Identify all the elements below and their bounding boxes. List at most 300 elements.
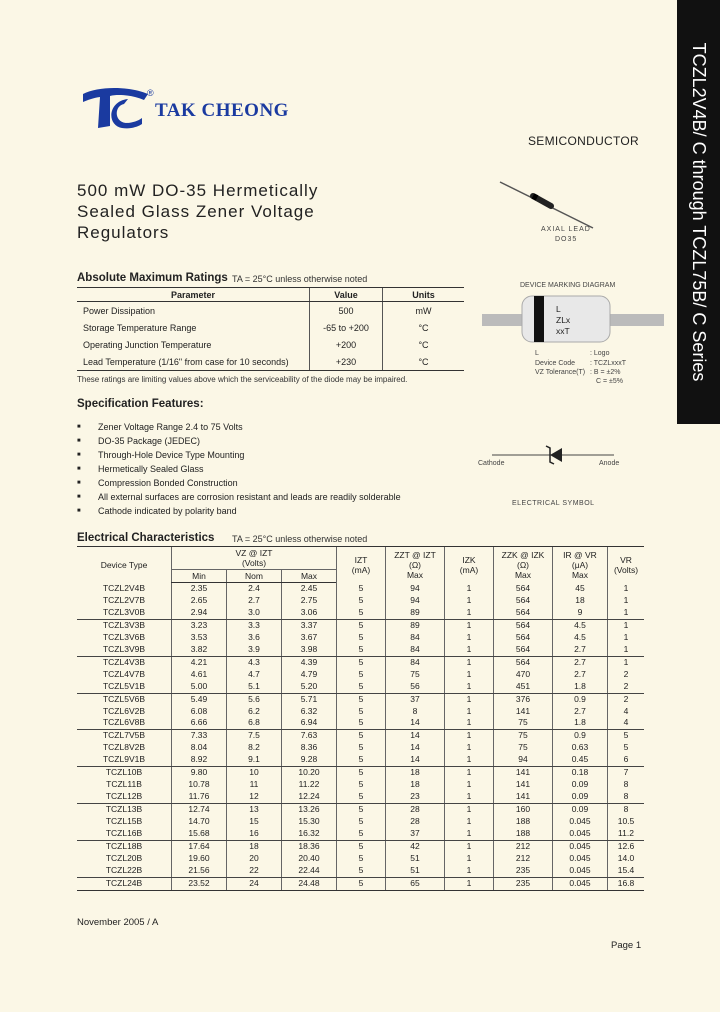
ec-cell: 0.09 (553, 791, 608, 803)
table-row (77, 595, 644, 607)
ec-cell: 11.22 (282, 779, 337, 791)
ec-cell: 11.76 (172, 791, 227, 803)
ec-cell: 16 (227, 828, 282, 840)
ec-cell: 188 (494, 828, 553, 840)
symbol-caption: ELECTRICAL SYMBOL (512, 500, 595, 507)
ec-cell: 7.5 (227, 730, 282, 742)
list-item: ■ Zener Voltage Range 2.4 to 75 Volts (77, 420, 401, 434)
ec-header-min: Min (172, 570, 227, 583)
table-row (77, 619, 644, 631)
ec-cell: 1 (445, 877, 494, 890)
table-row (77, 669, 644, 681)
ec-cell: 3.9 (227, 644, 282, 656)
ec-cell: 10.5 (608, 816, 645, 828)
list-item: ■ Hermetically Sealed Glass (77, 462, 401, 476)
ec-cell: 2.7 (553, 706, 608, 718)
axial-diode-image (495, 180, 600, 230)
ec-cell: 0.045 (553, 865, 608, 877)
ec-cell: 3.6 (227, 632, 282, 644)
spec-list (77, 420, 401, 518)
legend-code-label: Device Code (535, 360, 576, 367)
package-type-line2: DO35 (555, 236, 578, 243)
ec-cell: 3.3 (227, 619, 282, 631)
ec-cell: 6.2 (227, 706, 282, 718)
ec-cell: 10.20 (282, 767, 337, 779)
ec-cell: 21.56 (172, 865, 227, 877)
ec-cell: 1 (608, 632, 645, 644)
ec-cell: 8 (386, 706, 445, 718)
ec-cell: TCZL24B (77, 877, 172, 890)
ec-header-izt (337, 547, 386, 583)
ec-cell: 6.08 (172, 706, 227, 718)
ec-cell: TCZL10B (105, 767, 143, 778)
ec-cell: 5 (337, 791, 386, 803)
registered-mark: ® (147, 88, 154, 98)
ec-cell: TCZL13B (105, 804, 143, 815)
brand-name: TAK CHEONG (155, 100, 289, 121)
ec-cell: 65 (386, 877, 445, 890)
ec-cell: 11 (227, 779, 282, 791)
ec-cell: 5 (337, 656, 386, 668)
ec-cell: 75 (386, 669, 445, 681)
ec-cell: 0.45 (553, 754, 608, 766)
ec-cell: 564 (494, 644, 553, 656)
ec-cell: 5 (337, 693, 386, 705)
ec-cell: 1 (608, 656, 645, 668)
ec-cell: 18 (227, 841, 282, 853)
amr-cell: °C (383, 353, 465, 371)
amr-header-parameter: Parameter (77, 288, 310, 302)
marking-diagram (482, 294, 664, 344)
ec-cell: 1 (608, 607, 645, 619)
table-row (77, 607, 644, 619)
ec-cell: 1 (445, 754, 494, 766)
ec-cell: 28 (386, 804, 445, 816)
ec-header-zzk-unit: (Ω) (516, 559, 529, 570)
ec-cell: 18 (553, 595, 608, 607)
ec-table (77, 546, 644, 891)
ec-cell: 141 (494, 779, 553, 791)
ec-cell: 5 (337, 669, 386, 681)
ec-cell: 141 (494, 767, 553, 779)
ec-header-ir-label: IR @ VR (563, 549, 597, 560)
ec-cell: 5 (337, 865, 386, 877)
ec-cell: 1 (445, 828, 494, 840)
ec-cell: 2.94 (172, 607, 227, 619)
ec-cell: 5 (337, 730, 386, 742)
ec-cell: 4.61 (172, 669, 227, 681)
ec-header-device: Device Type (77, 547, 172, 583)
ec-cell: 451 (494, 681, 553, 693)
title-line-2: Sealed Glass Zener Voltage (77, 202, 315, 221)
ec-cell: 6 (608, 754, 645, 766)
ec-cell: 1 (445, 742, 494, 754)
ec-header-ir-max: Max (571, 569, 589, 580)
table-row (77, 706, 644, 718)
ec-cell: 84 (386, 644, 445, 656)
tak-cheong-logo (80, 88, 155, 130)
ec-cell: 10.78 (172, 779, 227, 791)
ec-cell: 23.52 (172, 877, 227, 890)
amr-cell: Operating Junction Temperature (83, 339, 212, 350)
ec-cell: TCZL4V3B (102, 656, 146, 667)
ec-cell: 84 (386, 656, 445, 668)
table-row (77, 730, 644, 742)
ec-cell: 3.23 (172, 619, 227, 631)
ec-header-zzt-max: Max (406, 569, 424, 580)
ec-cell: 0.045 (553, 816, 608, 828)
ec-cell: 7.63 (282, 730, 337, 742)
amr-cell: Storage Temperature Range (83, 322, 197, 333)
ec-cell: 564 (494, 595, 553, 607)
ec-cell: TCZL11B (106, 779, 142, 790)
ec-header-nom: Nom (227, 570, 282, 583)
table-row (77, 877, 644, 890)
ec-cell: 22.44 (282, 865, 337, 877)
ec-cell: 13.26 (282, 804, 337, 816)
ec-header-izt-unit: (mA) (351, 564, 371, 575)
ec-cell: 5 (337, 717, 386, 729)
table-row (77, 754, 644, 766)
ec-cell: 5 (337, 853, 386, 865)
ec-cell: 1 (445, 767, 494, 779)
amr-cell: 500 (310, 302, 383, 320)
ec-cell: 8.92 (172, 754, 227, 766)
ec-cell: TCZL18B (105, 841, 143, 852)
ec-cell: TCZL5V1B (77, 681, 172, 693)
ec-cell: 14 (386, 754, 445, 766)
ec-cell: 6.32 (282, 706, 337, 718)
ec-cell: 51 (386, 853, 445, 865)
ec-cell: 1 (445, 853, 494, 865)
ec-cell: 0.63 (553, 742, 608, 754)
amr-cell: -65 to +200 (310, 319, 383, 336)
ec-cell: 2.65 (172, 595, 227, 607)
ec-cell: 5 (337, 841, 386, 853)
ec-cell: 5.20 (282, 681, 337, 693)
ec-cell: 12 (227, 791, 282, 803)
ec-cell: 5 (337, 632, 386, 644)
ec-cell: TCZL20B (105, 852, 143, 863)
ec-cell: 5 (337, 595, 386, 607)
marking-line-3: xxT (556, 326, 570, 336)
table-row (77, 681, 644, 693)
ec-header-max: Max (282, 570, 337, 583)
semiconductor-label: SEMICONDUCTOR (528, 134, 640, 148)
table-row (77, 656, 644, 668)
ec-cell: 20.40 (282, 853, 337, 865)
ec-cell: 8 (608, 804, 645, 816)
ec-cell: 4 (608, 706, 645, 718)
ec-cell: 564 (494, 656, 553, 668)
ec-cell: 2.75 (282, 595, 337, 607)
ec-cell: TCZL3V6B (102, 631, 146, 642)
ec-cell: 11.2 (608, 828, 645, 840)
table-row (77, 644, 644, 656)
ec-header-zzt (386, 547, 445, 583)
legend-tol-c: C = ±5% (596, 378, 623, 385)
ec-cell: 212 (494, 853, 553, 865)
ec-cell: 141 (494, 706, 553, 718)
ec-cell: 84 (386, 632, 445, 644)
ec-cell: 56 (386, 681, 445, 693)
ec-cell: 1 (445, 693, 494, 705)
ec-cell: 15.30 (282, 816, 337, 828)
ec-cell: 3.37 (282, 619, 337, 631)
ec-cell: 1 (608, 619, 645, 631)
list-item: ■ Cathode indicated by polarity band (77, 504, 401, 518)
marking-text (556, 304, 570, 337)
list-item: ■ Through-Hole Device Type Mounting (77, 448, 401, 462)
ec-header-zzt-unit: (Ω) (408, 559, 421, 570)
spec-title: Specification Features: (77, 398, 204, 410)
ec-cell: 1 (445, 619, 494, 631)
ec-cell: 2.7 (553, 656, 608, 668)
ec-cell: 0.045 (553, 828, 608, 840)
ec-header-vr (608, 547, 645, 583)
amr-cell: °C (383, 319, 465, 336)
ec-cell: 9.1 (227, 754, 282, 766)
ec-cell: TCZL7V5B (102, 730, 146, 741)
ec-cell: 14.70 (172, 816, 227, 828)
ec-cell: 564 (494, 583, 553, 595)
ec-cell: TCZL15B (105, 816, 143, 827)
ec-cell: 7 (608, 767, 645, 779)
ec-cell: TCZL2V4B (102, 582, 146, 593)
ec-cell: 7.33 (172, 730, 227, 742)
ec-cell: 17.64 (172, 841, 227, 853)
ec-cell: 564 (494, 607, 553, 619)
ec-cell: 5 (337, 681, 386, 693)
document-title (77, 180, 318, 243)
ec-cell: 4 (608, 717, 645, 729)
ec-cell: 9.28 (282, 754, 337, 766)
marking-heading: DEVICE MARKING DIAGRAM (520, 282, 616, 289)
ec-cell: 1 (445, 583, 494, 595)
ec-cell: 18 (386, 767, 445, 779)
ec-cell: 8.2 (227, 742, 282, 754)
ec-cell: 5 (337, 619, 386, 631)
ec-cell: 4.21 (172, 656, 227, 668)
ec-header-zzt-label: ZZT @ IZT (394, 549, 436, 560)
ec-cell: 0.18 (553, 767, 608, 779)
ec-cell: 3.06 (282, 607, 337, 619)
ec-cell: 0.09 (553, 779, 608, 791)
ec-cell: 14 (386, 730, 445, 742)
list-item: ■ All external surfaces are corrosion resistant and leads are readily solderable (77, 490, 401, 504)
ec-cell: 5 (337, 816, 386, 828)
ec-cell: TCZL2V7B (102, 594, 146, 605)
ec-cell: 37 (386, 828, 445, 840)
table-row (77, 336, 464, 353)
ec-cell: 470 (494, 669, 553, 681)
ec-cell: 2 (608, 693, 645, 705)
list-item: ■ Compression Bonded Construction (77, 476, 401, 490)
ec-cell: 1 (445, 656, 494, 668)
ec-header-vz-label: VZ @ IZT (235, 548, 273, 558)
ec-cell: 5 (337, 767, 386, 779)
ec-cell: 5.00 (172, 681, 227, 693)
ec-cell: TCZL16B (77, 828, 172, 840)
ec-cell: 1 (445, 595, 494, 607)
ec-cell: TCZL12B (77, 791, 172, 803)
ec-cell: 37 (386, 693, 445, 705)
amr-table (77, 287, 464, 371)
ec-cell: TCZL8V2B (102, 742, 146, 753)
ec-cell: 12.24 (282, 791, 337, 803)
anode-label: Anode (599, 460, 620, 467)
ec-header-vz (172, 547, 337, 570)
ec-cell: 89 (386, 607, 445, 619)
revision-date: November 2005 / A (77, 917, 159, 928)
ec-cell: 1 (445, 706, 494, 718)
table-row (77, 779, 644, 791)
legend-tol-label: VZ Tolerance(T) (535, 369, 586, 376)
ec-cell: 0.045 (553, 841, 608, 853)
table-row (77, 865, 644, 877)
ec-cell: TCZL9V1B (77, 754, 172, 766)
ec-cell: 14 (386, 717, 445, 729)
ec-cell: 1.8 (553, 681, 608, 693)
ec-cell: 0.09 (553, 804, 608, 816)
ec-header-izk-unit: (mA) (459, 564, 479, 575)
ec-cell: 564 (494, 619, 553, 631)
ec-cell: 14.0 (608, 853, 645, 865)
table-row (77, 767, 644, 779)
ec-cell: 94 (386, 595, 445, 607)
ec-cell: TCZL3V3B (102, 619, 146, 630)
amr-title: Absolute Maximum Ratings (77, 272, 228, 284)
ec-cell: 8 (608, 779, 645, 791)
ec-cell: TCZL3V0B (77, 607, 172, 619)
ec-cell: 23 (386, 791, 445, 803)
ec-cell: 9.80 (172, 767, 227, 779)
amr-cell: Power Dissipation (83, 305, 156, 316)
ec-cell: 4.5 (553, 619, 608, 631)
amr-header-value: Value (310, 288, 383, 302)
amr-cell: Lead Temperature (1/16" from case for 10 seconds) (77, 353, 310, 371)
ec-cell: 5.49 (172, 693, 227, 705)
ec-cell: 5 (337, 754, 386, 766)
ec-cell: 5 (337, 804, 386, 816)
package-type-line1: AXIAL LEAD (541, 226, 591, 233)
ec-cell: 5.6 (227, 693, 282, 705)
ec-cell: 1 (445, 730, 494, 742)
ec-cell: 24 (227, 877, 282, 890)
ec-cell: 22 (227, 865, 282, 877)
table-row (77, 693, 644, 705)
ec-cell: 19.60 (172, 853, 227, 865)
legend-tol-b: : B = ±2% (590, 369, 621, 376)
table-row (77, 816, 644, 828)
ec-cell: TCZL5V6B (102, 693, 146, 704)
table-row (77, 632, 644, 644)
title-line-1: 500 mW DO-35 Hermetically (77, 181, 319, 200)
ec-cell: 0.045 (553, 877, 608, 890)
ec-cell: 12.74 (172, 804, 227, 816)
ec-cell: 5 (337, 779, 386, 791)
ec-cell: 1 (608, 583, 645, 595)
ec-cell: 5.1 (227, 681, 282, 693)
ec-cell: 2.35 (172, 583, 227, 595)
amr-cell: °C (383, 336, 465, 353)
page-number: Page 1 (611, 940, 642, 951)
ec-cell: 1 (445, 791, 494, 803)
ec-cell: 376 (494, 693, 553, 705)
ec-cell: 2 (608, 681, 645, 693)
ec-cell: 3.82 (172, 644, 227, 656)
ec-cell: 75 (494, 742, 553, 754)
ec-cell: 94 (386, 583, 445, 595)
marking-line-2: ZLx (556, 315, 571, 325)
ec-cell: 28 (386, 816, 445, 828)
ec-cell: 10 (227, 767, 282, 779)
legend-l: L (535, 350, 539, 357)
ec-cell: 12.6 (608, 841, 645, 853)
ec-cell: 2.4 (227, 583, 282, 595)
marking-line-1: L (556, 304, 561, 314)
ec-cell: 15 (227, 816, 282, 828)
ec-cell: 1 (445, 607, 494, 619)
ec-cell: 45 (553, 583, 608, 595)
ec-cell: 6.94 (282, 717, 337, 729)
ec-header-zzk (494, 547, 553, 583)
ec-cell: 1 (608, 644, 645, 656)
ec-cell: 188 (494, 816, 553, 828)
ec-cell: 3.0 (227, 607, 282, 619)
ec-title: Electrical Characteristics (77, 532, 215, 544)
ec-cell: 5.71 (282, 693, 337, 705)
ec-cell: 0.9 (553, 730, 608, 742)
amr-cell: +200 (310, 336, 383, 353)
ec-cell: 141 (494, 791, 553, 803)
ec-cell: 5 (608, 730, 645, 742)
ec-cell: 160 (494, 804, 553, 816)
amr-header-units: Units (383, 288, 465, 302)
ec-cell: 15.68 (172, 828, 227, 840)
ec-cell: 1 (608, 595, 645, 607)
ec-cell: 212 (494, 841, 553, 853)
ec-cell: 564 (494, 632, 553, 644)
amr-note: These ratings are limiting values above which the serviceability of the diode may be impaired. (77, 375, 408, 384)
ec-cell: 0.045 (553, 853, 608, 865)
ec-cell: 6.8 (227, 717, 282, 729)
ec-cell: 24.48 (282, 877, 337, 890)
ec-cell: 0.9 (553, 693, 608, 705)
ec-cell: 3.53 (172, 632, 227, 644)
ec-cell: 13 (227, 804, 282, 816)
ec-cell: 235 (494, 865, 553, 877)
ec-cell: TCZL6V2B (102, 705, 146, 716)
amr-cell: mW (383, 302, 465, 320)
ec-cell: 2 (608, 669, 645, 681)
ec-header-izk-label: IZK (462, 554, 476, 565)
ec-cell: 1 (445, 804, 494, 816)
table-row (77, 583, 644, 595)
ec-cell: 5 (337, 644, 386, 656)
table-row (77, 841, 644, 853)
ec-cell: 75 (494, 717, 553, 729)
table-row (77, 804, 644, 816)
table-row (77, 353, 464, 371)
ec-cell: 5 (337, 742, 386, 754)
ec-cell: 14 (386, 742, 445, 754)
ec-cell: 1 (445, 865, 494, 877)
table-row (77, 828, 644, 840)
ec-condition: TA = 25°C unless otherwise noted (232, 534, 368, 544)
ec-cell: 1 (445, 841, 494, 853)
series-title: TCZL2V4B/ C through TCZL75B/ C Series (689, 42, 709, 382)
